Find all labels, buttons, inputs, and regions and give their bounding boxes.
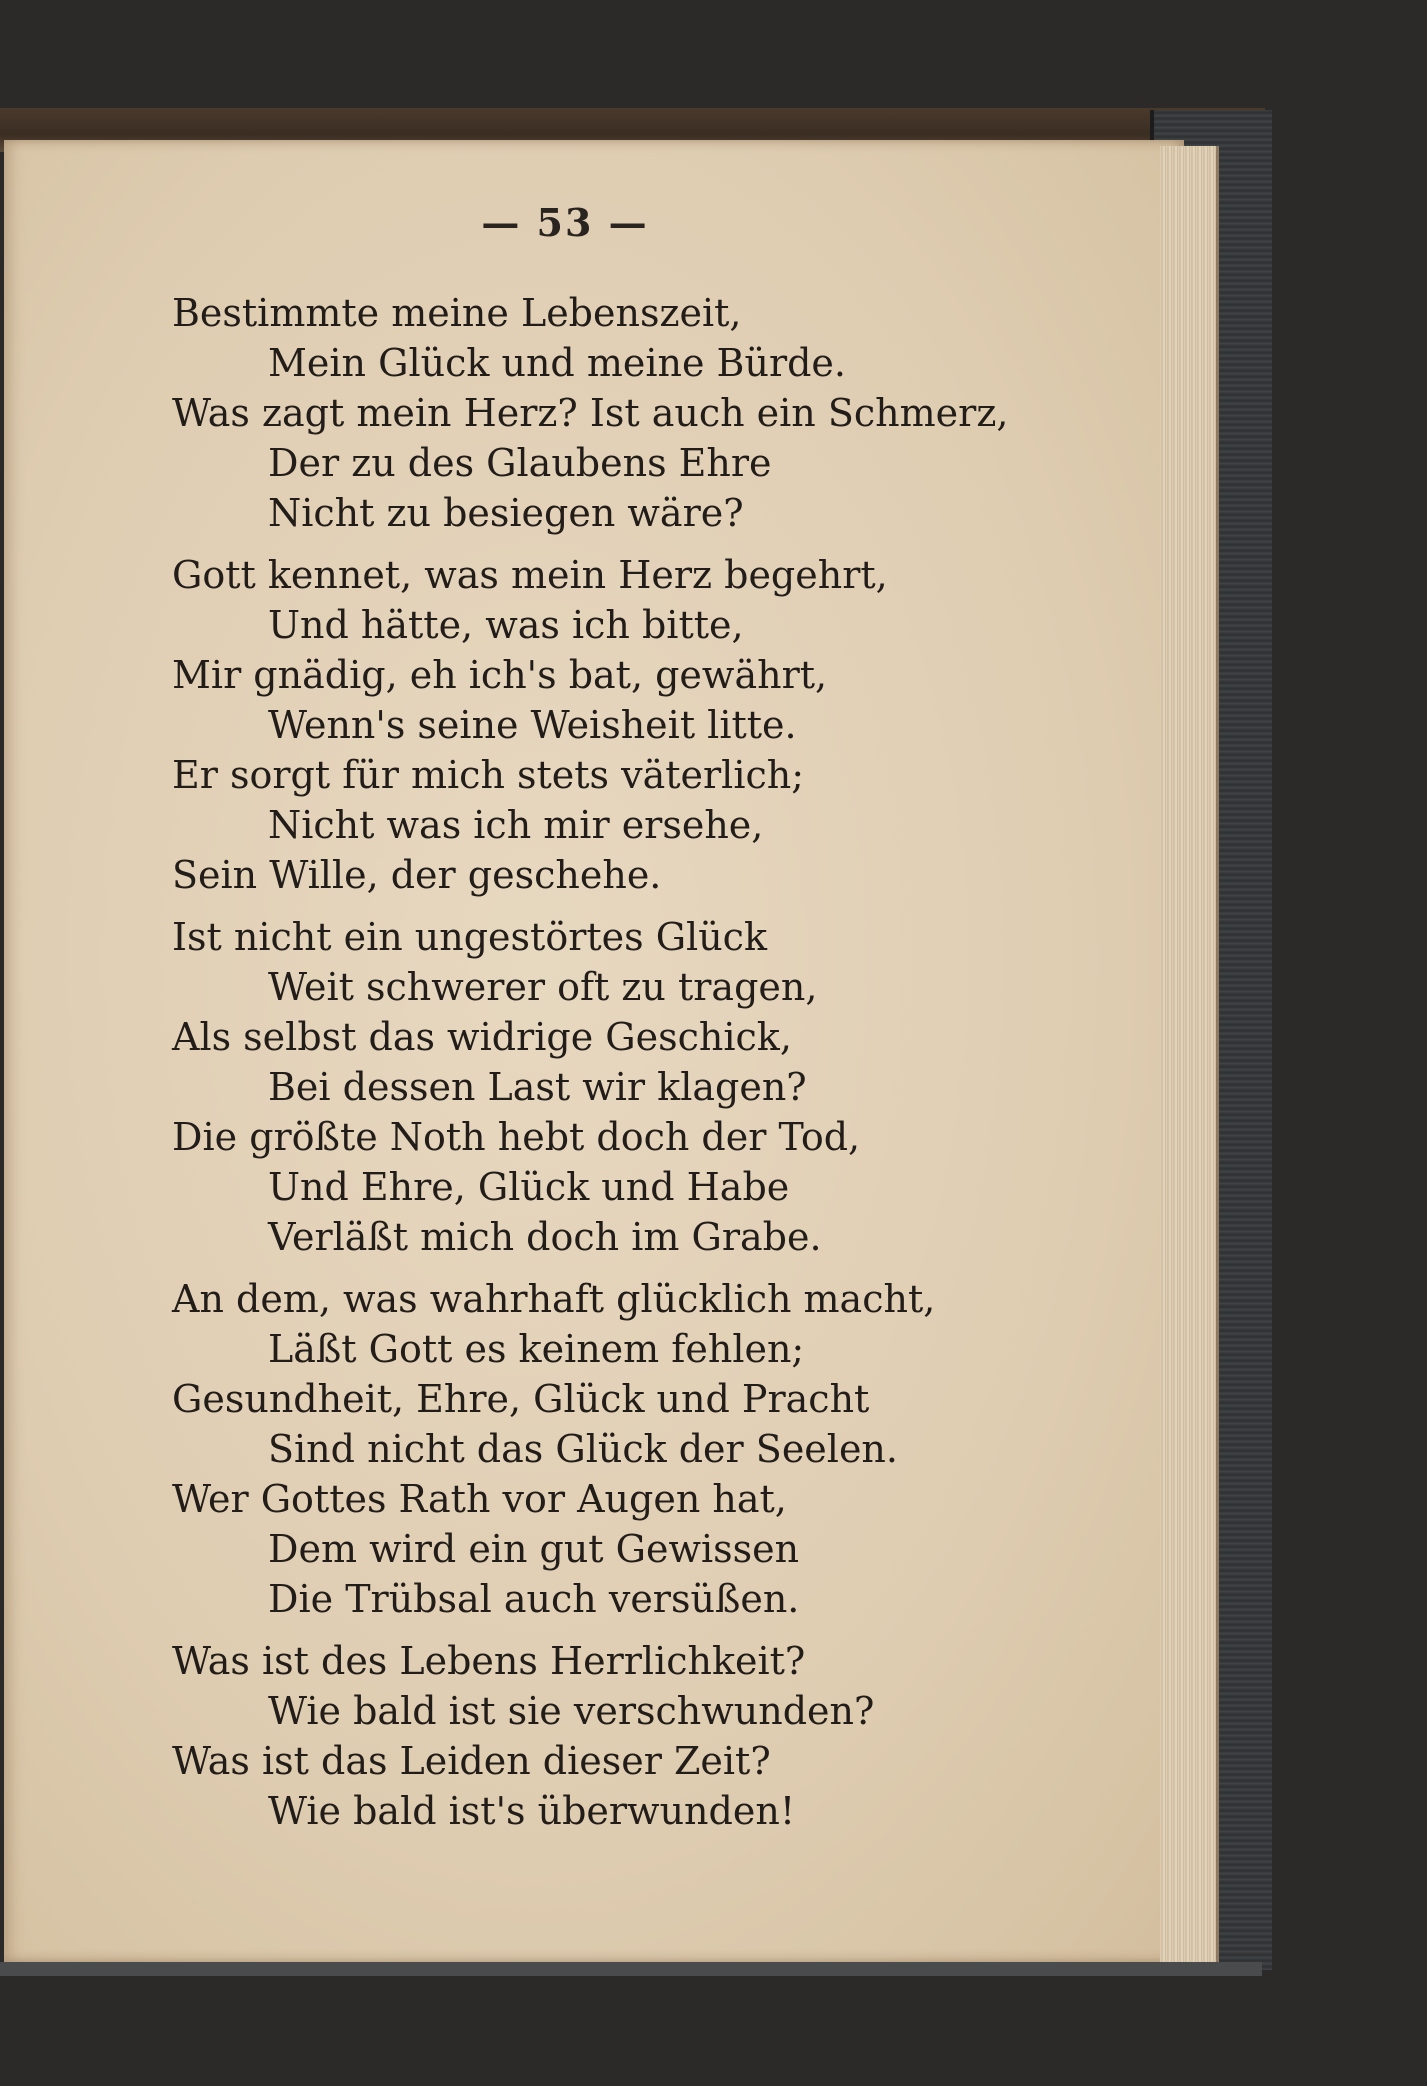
verse-line: Nicht was ich mir ersehe, [268,803,764,847]
verse-line: Nicht zu besiegen wäre? [268,491,744,535]
verse-line: Der zu des Glaubens Ehre [268,441,772,485]
verse-line: Wer Gottes Rath vor Augen hat, [172,1477,787,1521]
verse-line: Er sorgt für mich stets väterlich; [172,753,805,797]
verse-line: Was ist das Leiden dieser Zeit? [172,1739,771,1783]
verse-line: Gott kennet, was mein Herz begehrt, [172,553,888,597]
verse-line: Läßt Gott es keinem fehlen; [268,1327,805,1371]
verse-line: Wenn's seine Weisheit litte. [268,703,797,747]
page-edges [1160,146,1219,1964]
stanza [172,550,1152,900]
verse-line: Dem wird ein gut Gewissen [268,1527,800,1571]
verse-line: Bestimmte meine Lebenszeit, [172,291,742,335]
stanza [172,1274,1152,1624]
verse-line: Sind nicht das Glück der Seelen. [268,1427,898,1471]
verse-line: Verläßt mich doch im Grabe. [268,1215,822,1259]
verse-line: Als selbst das widrige Geschick, [172,1015,792,1059]
verse-line: Wie bald ist sie verschwunden? [268,1689,875,1733]
verse-line: Weit schwerer oft zu tragen, [268,965,818,1009]
stanza [172,912,1152,1262]
stanza [172,288,1152,538]
verse-line: Was zagt mein Herz? Ist auch ein Schmerz, [172,391,1009,435]
poem-text [172,288,1152,1848]
stanza [172,1636,1152,1836]
verse-line: Wie bald ist's überwunden! [268,1789,796,1833]
verse-line: Die Trübsal auch versüßen. [268,1577,800,1621]
verse-line: Gesundheit, Ehre, Glück und Pracht [172,1377,870,1421]
verse-line: An dem, was wahrhaft glücklich macht, [172,1277,936,1321]
verse-line: Und hätte, was ich bitte, [268,603,744,647]
page-number: — 53 — [481,200,649,245]
verse-line: Mir gnädig, eh ich's bat, gewährt, [172,653,828,697]
verse-line: Sein Wille, der geschehe. [172,853,662,897]
book-cover-bottom-edge [0,1962,1262,1976]
verse-line: Ist nicht ein ungestörtes Glück [172,915,767,959]
verse-line: Was ist des Lebens Herrlichkeit? [172,1639,806,1683]
verse-line: Die größte Noth hebt doch der Tod, [172,1115,861,1159]
verse-line: Mein Glück und meine Bürde. [268,341,846,385]
verse-line: Und Ehre, Glück und Habe [268,1165,790,1209]
verse-line: Bei dessen Last wir klagen? [268,1065,807,1109]
